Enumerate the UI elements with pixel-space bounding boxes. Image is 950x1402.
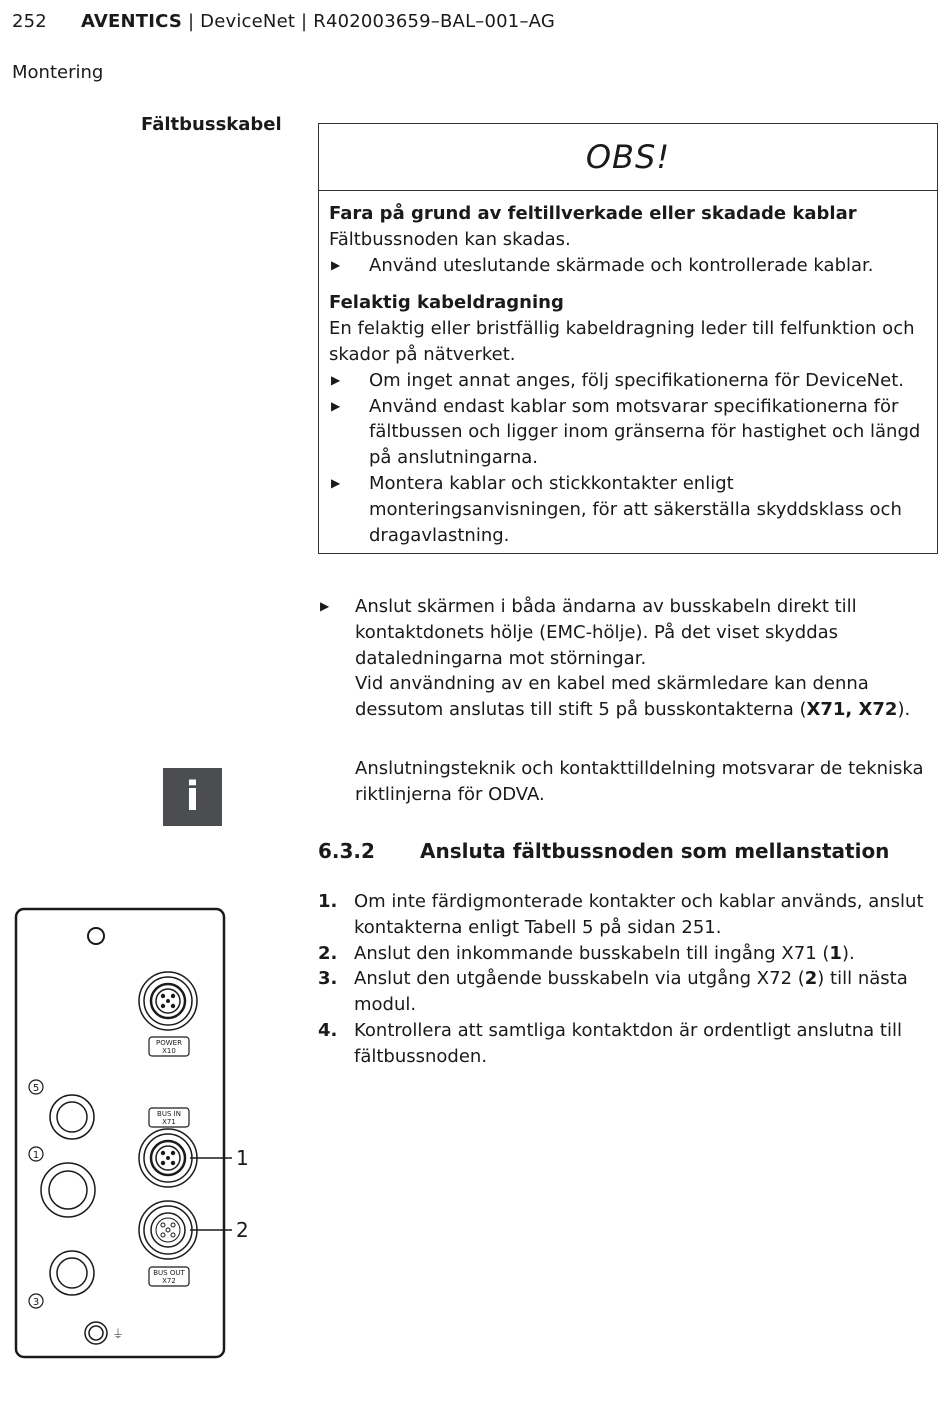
module-housing <box>16 909 224 1357</box>
step-ref: 2 <box>804 968 818 990</box>
step-item <box>318 966 943 1018</box>
info-text: Anslutningsteknik och kontakttilldelning motsvarar de tekniska riktlinjerna för ODVA. <box>355 758 924 805</box>
instruction-block <box>318 594 940 723</box>
hazard-1-text: Fältbussnoden kan skadas. <box>329 228 571 250</box>
step-text-end: ). <box>841 942 855 964</box>
hazard-2-bullet: ▶ Om inget annat anges, följ specifikationerna för DeviceNet. <box>329 368 927 394</box>
instruction-text-2b: ). <box>897 699 911 721</box>
page-number: 252 <box>12 11 47 32</box>
instruction-bullet <box>318 594 940 723</box>
brand: AVENTICS <box>80 11 183 32</box>
doc-reference: | DeviceNet | R402003659–BAL–001–AG <box>182 11 556 32</box>
notice-box <box>318 123 938 554</box>
hazard-1-bullet: ▶ Använd uteslutande skärmade och kontrollerade kablar. <box>329 253 927 279</box>
power-label <box>149 1037 189 1056</box>
side-heading: Fältbusskabel <box>141 114 282 135</box>
callout-2: 2 <box>236 1218 249 1242</box>
step-number: 1. <box>318 891 338 912</box>
hazard-2-bullet: ▶ Använd endast kablar som motsvarar specifikationerna för fältbussen och ligger inom gränserna för hastighet och längd på anslutningarna. <box>329 394 927 471</box>
bus-out-label-line1: BUS OUT <box>153 1269 185 1277</box>
section-title: Montering <box>12 62 104 83</box>
hazard-2-bullet: ▶ Montera kablar och stickkontakter enligt monteringsanvisningen, för att säkerställa skyddsklass och dragavlastning. <box>329 471 927 548</box>
marker-3-label: 3 <box>32 1297 40 1308</box>
instruction-text-2a: Vid användning av en kabel med skärmledare kan denna dessutom anslutas till stift 5 på busskontakterna ( <box>355 673 869 721</box>
connector-ref: X71, X72 <box>806 699 898 721</box>
power-label-line1: POWER <box>156 1039 182 1047</box>
step-number: 3. <box>318 968 338 990</box>
step-text: Om inte färdigmonterade kontakter och kablar används, anslut kontakterna enligt Tabell 5 på sidan 251. <box>354 891 924 938</box>
bus-in-label-line2: X71 <box>162 1118 176 1126</box>
callout-1: 1 <box>236 1146 249 1170</box>
step-number: 4. <box>318 1019 338 1041</box>
hazard-2-text: En felaktig eller bristfällig kabeldragning leder till felfunktion och skador på nätverket. <box>329 318 915 365</box>
step-text: Anslut den utgående busskabeln via utgång X72 ( <box>354 968 805 990</box>
info-icon: i <box>163 768 222 826</box>
subsection-heading <box>318 839 889 863</box>
instruction-text: Anslut skärmen i båda ändarna av busskabeln direkt till kontaktdonets hölje (EMC-hölje). På det viset skyddas dataledningarna mot störningar. <box>355 596 857 669</box>
power-label-line2: X10 <box>162 1047 176 1055</box>
bus-out-label <box>149 1267 189 1286</box>
step-item <box>318 889 943 941</box>
notice-title: OBS! <box>319 124 937 191</box>
fieldbus-node-figure <box>0 895 300 1375</box>
step-list <box>318 889 943 1070</box>
bus-out-label-line2: X72 <box>162 1277 176 1285</box>
subsection-number: 6.3.2 <box>318 839 375 863</box>
step-ref: 1 <box>829 942 842 964</box>
running-header <box>12 11 555 32</box>
bus-in-label-line1: BUS IN <box>157 1110 181 1118</box>
step-item <box>318 941 943 967</box>
bus-in-label <box>149 1108 189 1127</box>
step-text: Anslut den inkommande busskabeln till ingång X71 ( <box>354 942 830 964</box>
step-text-end: ) till nästa modul. <box>354 968 908 1016</box>
ground-icon: ⏚ <box>111 1327 125 1341</box>
hazard-2-title: Felaktig kabeldragning <box>329 292 564 314</box>
step-number: 2. <box>318 942 338 964</box>
hazard-1-title: Fara på grund av feltillverkade eller skadade kablar <box>329 203 857 224</box>
step-item <box>318 1018 943 1070</box>
marker-1-label: 1 <box>32 1150 40 1161</box>
step-text: Kontrollera att samtliga kontaktdon är ordentligt anslutna till fältbussnoden. <box>354 1019 902 1067</box>
subsection-title: Ansluta fältbussnoden som mellanstation <box>420 839 890 863</box>
marker-5-label: 5 <box>32 1083 40 1094</box>
